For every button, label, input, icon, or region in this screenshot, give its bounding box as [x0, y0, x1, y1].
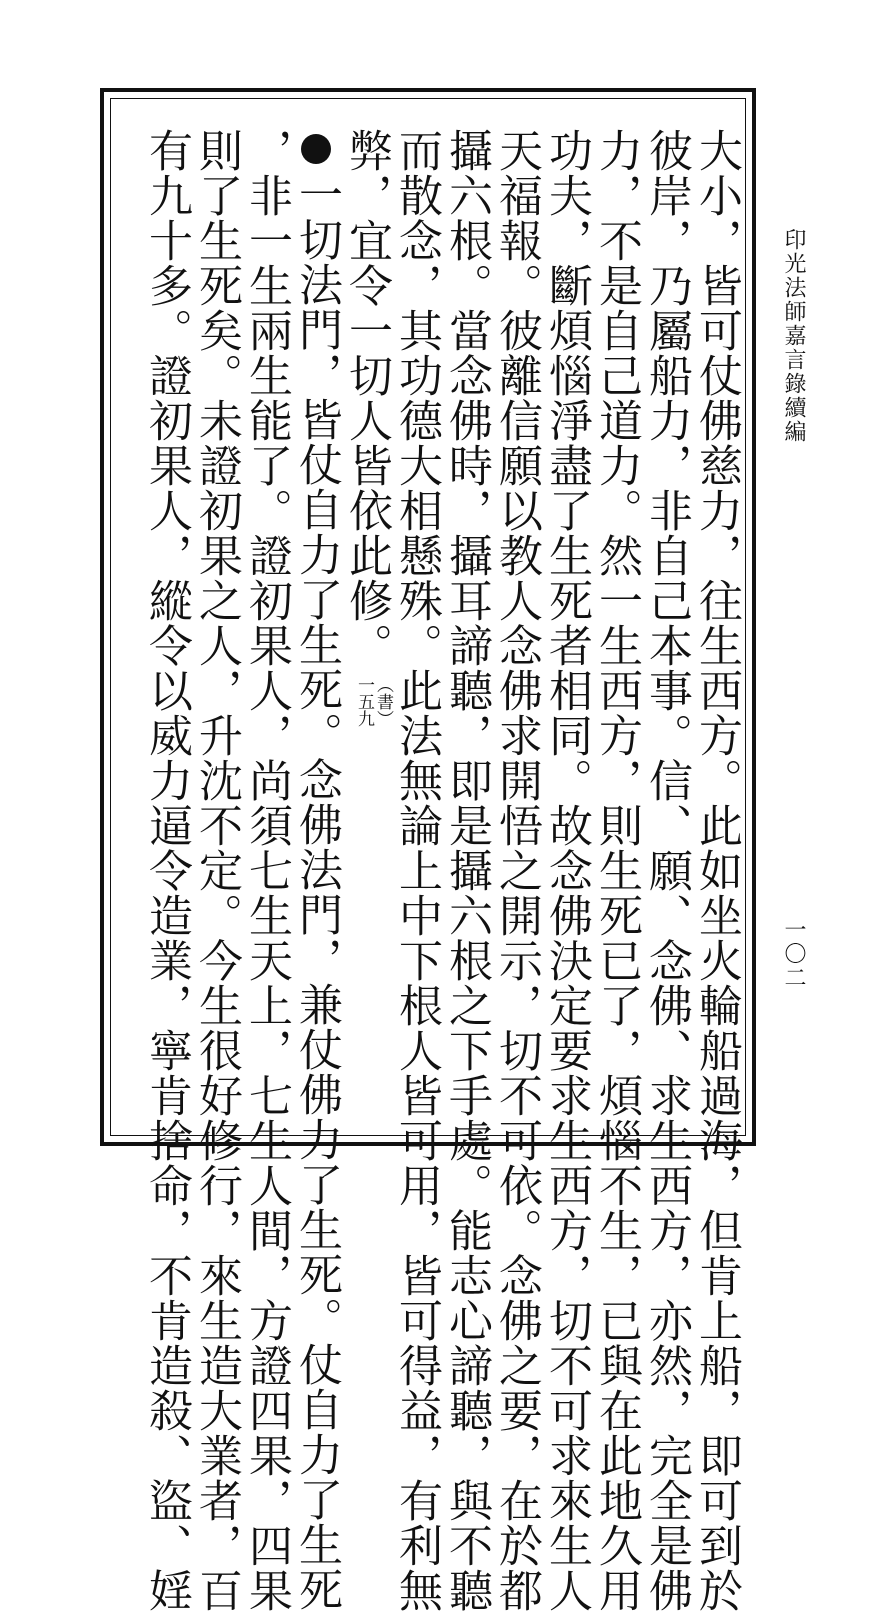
- source-note-line-2: 一五九: [354, 676, 374, 727]
- text-column-4: 功夫，斷煩惱淨盡了生死者相同。故念佛決定要求生西方，切不可求來生人: [541, 128, 592, 1613]
- text-column-7: 而散念，其功德大相懸殊。此法無論上中下根人皆可用，皆可得益，有利無: [391, 128, 442, 1613]
- text-column-9: [290, 128, 342, 1612]
- text-column-2: 彼岸，乃屬船力，非自己本事。信、願、念佛、求生西方，亦然，完全是佛: [641, 128, 692, 1613]
- book-title: 印光法師嘉言錄續編: [781, 228, 806, 444]
- text-column-12: 有九十多。證初果人，縱令以威力逼令造業，寧肯捨命，不肯造殺、盜、婬: [141, 128, 192, 1613]
- source-note-line-1: （書）: [373, 676, 393, 727]
- bullet-dot-icon: [301, 134, 331, 164]
- column-9-text: 一切法門，皆仗自力了生死。念佛法門，兼仗佛力了生死。仗自力了生死: [291, 172, 342, 1612]
- source-note: [354, 676, 392, 727]
- text-column-6: 攝六根。當念佛時，攝耳諦聽，即是攝六根之下手處。能志心諦聽，與不聽: [441, 128, 492, 1613]
- text-column-11: 則了生死矣。未證初果之人，升沈不定。今生很好修行，來生造大業者，百: [191, 128, 242, 1613]
- text-column-10: ，非一生兩生能了。證初果人，尚須七生天上，七生人間，方證四果，四果: [241, 128, 292, 1613]
- text-column-5: 天福報。彼離信願以教人念佛求開悟之開示，切不可依。念佛之要，在於都: [491, 128, 542, 1613]
- page-number: 一〇二: [781, 918, 806, 990]
- column-8-text: 弊，宜令一切人皆依此修。: [341, 128, 392, 668]
- text-column-3: 力，不是自己道力。然一生西方，則生死已了，煩惱不生，已與在此地久用: [591, 128, 642, 1613]
- text-column-8: [340, 128, 392, 735]
- text-column-1: 大小，皆可仗佛慈力，往生西方。此如坐火輪船過海，但肯上船，即可到於: [691, 128, 742, 1613]
